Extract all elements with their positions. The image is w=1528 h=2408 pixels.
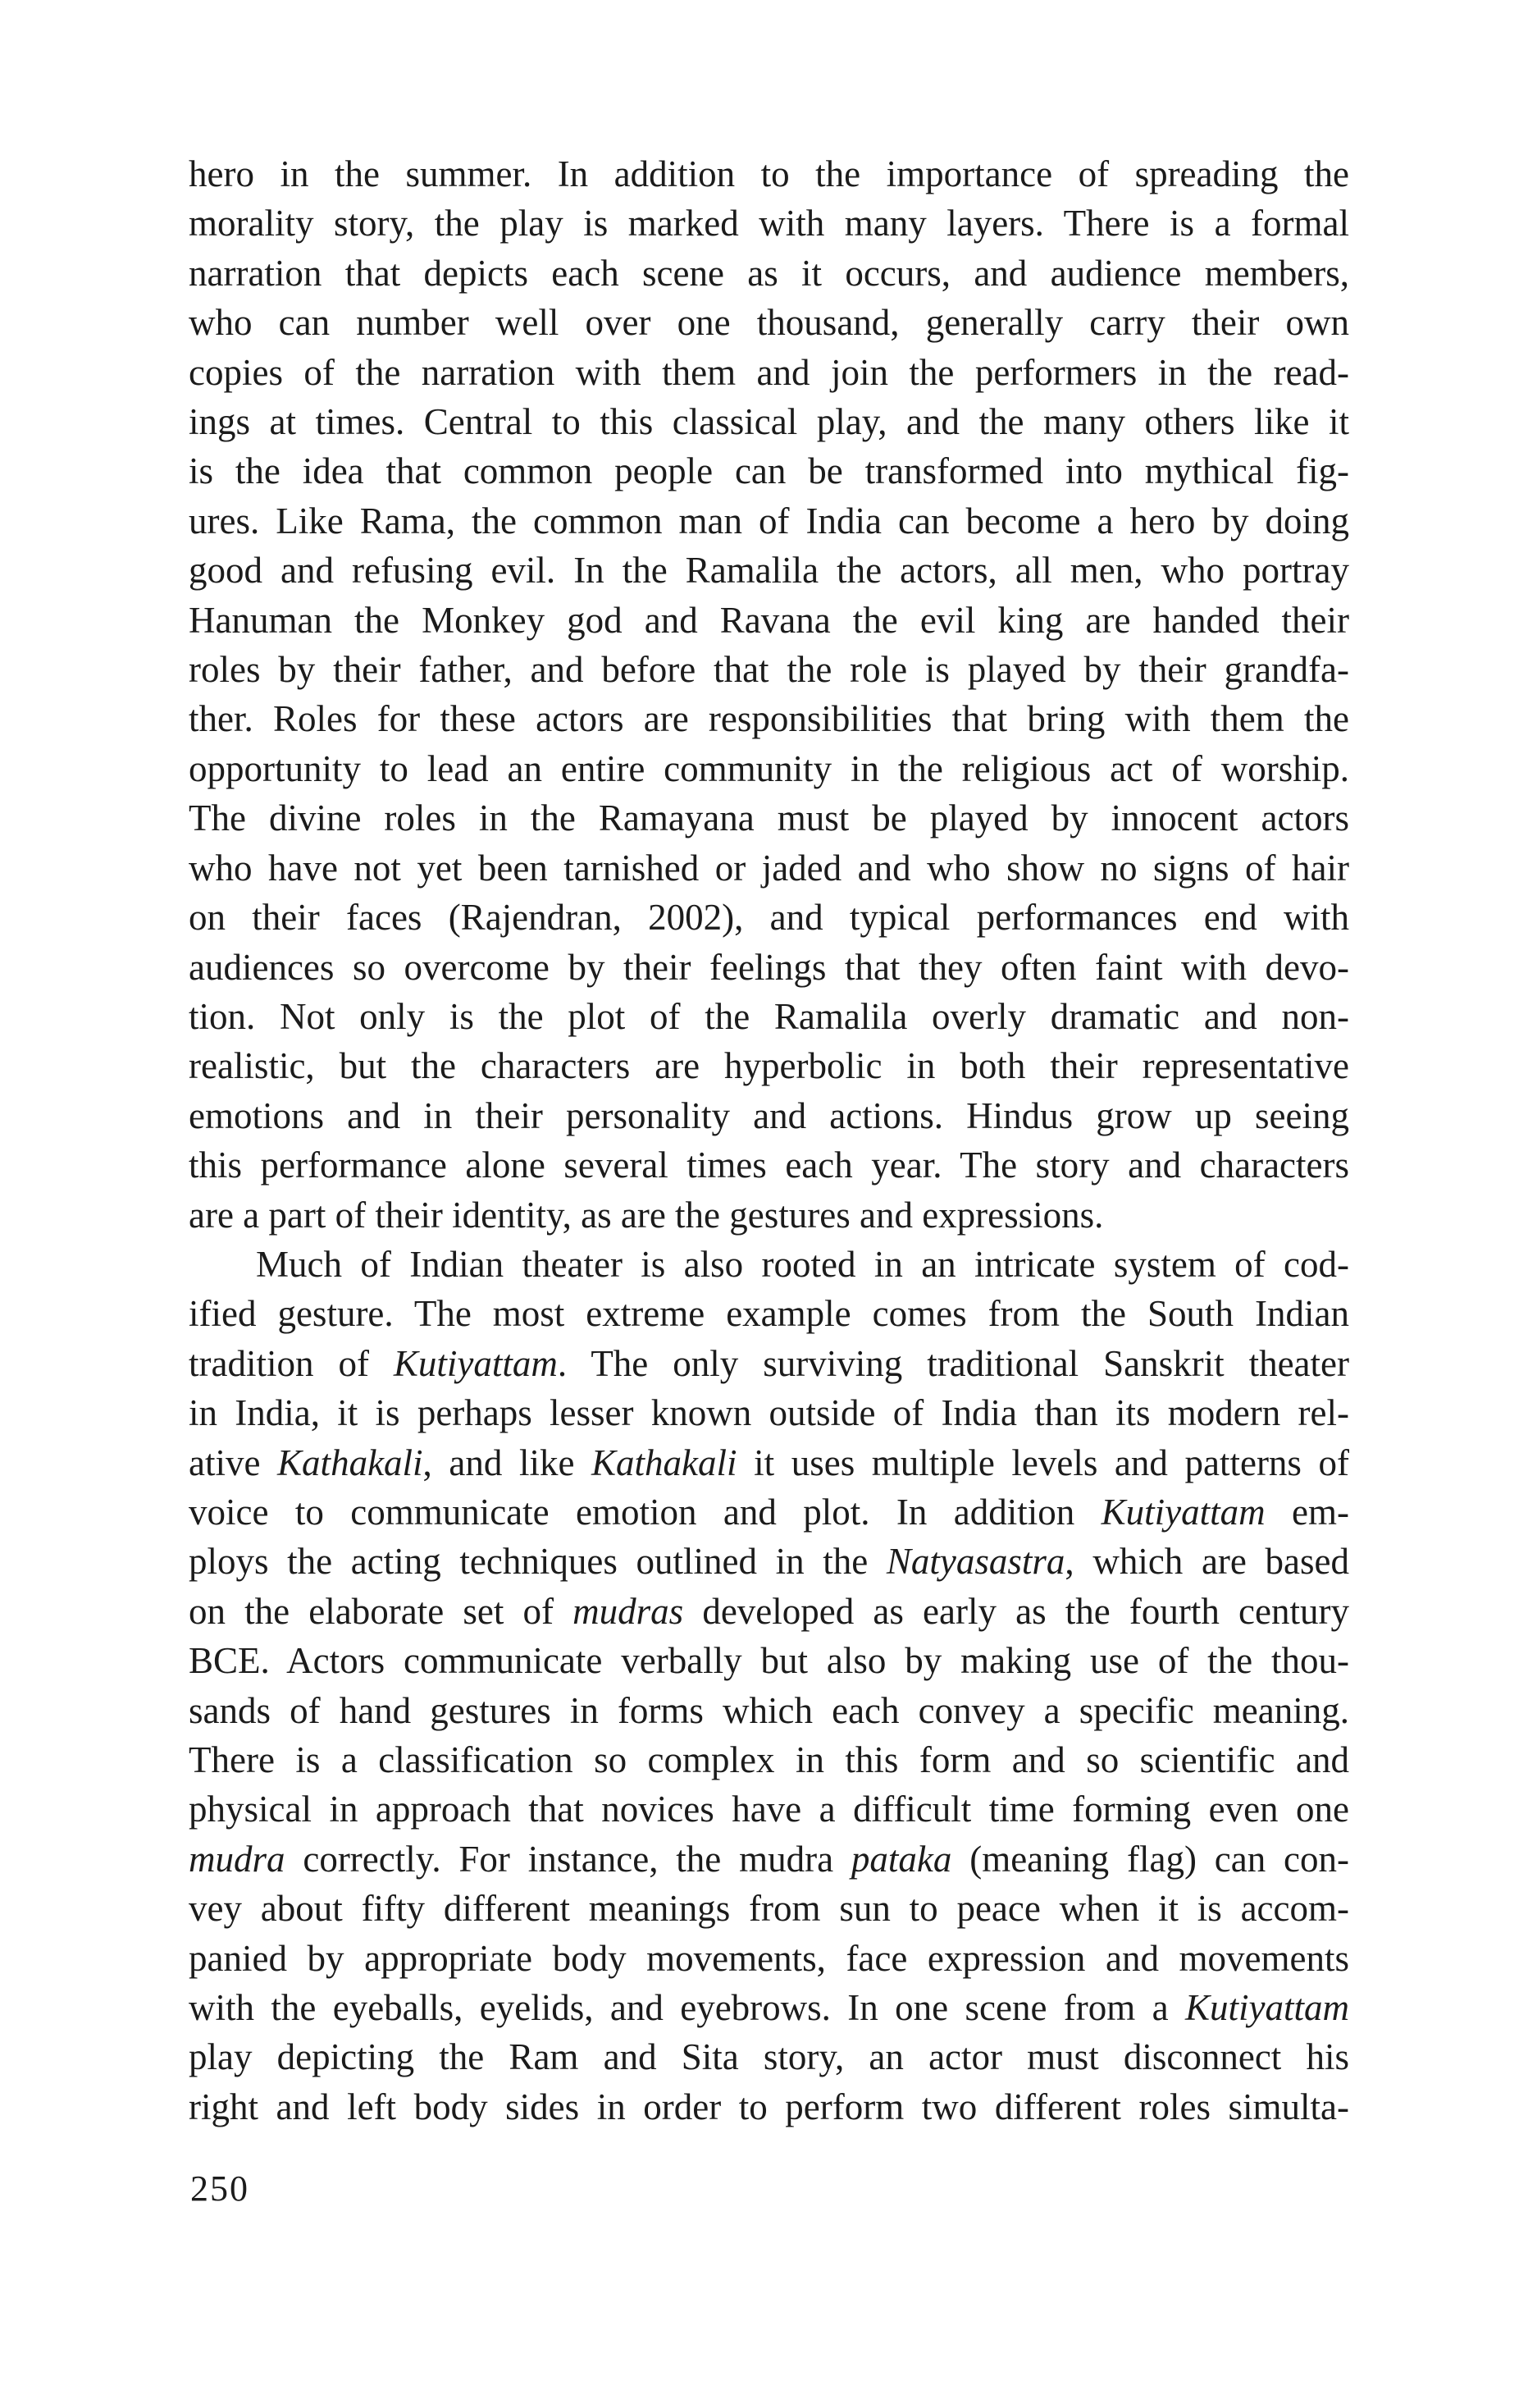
- text-line: ified gesture. The most extreme example comes from the South Indian: [189, 1293, 1349, 1335]
- text-run: . The only surviving traditional Sanskrit theater: [557, 1342, 1349, 1384]
- text-line: [189, 1983, 1349, 2032]
- text-line: morality story, the play is marked with many layers. There is a formal: [189, 203, 1349, 244]
- italic-term: mudras: [572, 1590, 684, 1632]
- text-line: emotions and in their personality and actions. Hindus grow up seeing: [189, 1094, 1349, 1136]
- text-run: , which are based: [1065, 1541, 1349, 1583]
- text-run: , and like: [422, 1442, 592, 1483]
- text-line: [189, 1487, 1349, 1537]
- italic-term: mudra: [189, 1838, 285, 1880]
- text-run: ative: [189, 1442, 278, 1483]
- text-line: copies of the narration with them and join the performers in the read-: [189, 351, 1349, 393]
- text-line: roles by their father, and before that the role is played by their grandfa-: [189, 649, 1349, 691]
- text-line: tion. Not only is the plot of the Ramalila overly dramatic and non-: [189, 995, 1349, 1037]
- text-line: narration that depicts each scene as it occurs, and audience members,: [189, 252, 1349, 294]
- text-line: [189, 1537, 1349, 1586]
- italic-term: Natyasastra: [886, 1541, 1065, 1583]
- italic-term: Kutiyattam: [1101, 1491, 1266, 1533]
- text-line: good and refusing evil. In the Ramalila the actors, all men, who portray: [189, 550, 1349, 592]
- text-run: em-: [1265, 1491, 1349, 1533]
- text-run: voice to communicate emotion and plot. In addition: [189, 1491, 1102, 1533]
- text-line: The divine roles in the Ramayana must be played by innocent actors: [189, 797, 1349, 839]
- text-line: Hanuman the Monkey god and Ravana the evil king are handed their: [189, 599, 1349, 641]
- italic-term: Kutiyattam: [393, 1342, 558, 1384]
- text-run: correctly. For instance, the mudra: [285, 1838, 851, 1880]
- text-line: Much of Indian theater is also rooted in an intricate system of cod-: [256, 1243, 1349, 1285]
- text-line: sands of hand gestures in forms which each convey a specific meaning.: [189, 1689, 1349, 1731]
- text-line: in India, it is perhaps lesser known outside of India than its modern rel-: [189, 1392, 1349, 1434]
- text-line: ings at times. Central to this classical play, and the many others like it: [189, 401, 1349, 443]
- text-line: BCE. Actors communicate verbally but also by making use of the thou-: [189, 1640, 1349, 1682]
- italic-term: Kathakali: [277, 1442, 423, 1483]
- italic-term: pataka: [851, 1838, 952, 1880]
- text-run: developed as early as the fourth century: [683, 1590, 1349, 1632]
- text-line: who can number well over one thousand, generally carry their own: [189, 302, 1349, 344]
- text-line: ures. Like Rama, the common man of India can become a hero by doing: [189, 500, 1349, 541]
- body-text: [189, 149, 1349, 2132]
- text-line: [189, 1587, 1349, 1636]
- text-line: panied by appropriate body movements, face expression and movements: [189, 1937, 1349, 1979]
- text-run: with the eyeballs, eyelids, and eyebrows. In one scene from a: [189, 1987, 1185, 2029]
- text-run: on the elaborate set of: [189, 1590, 573, 1632]
- italic-term: Kathakali: [591, 1442, 737, 1483]
- italic-term: Kutiyattam: [1185, 1987, 1349, 2029]
- text-run: ploys the acting techniques outlined in the: [189, 1541, 887, 1583]
- text-line: [189, 1339, 1349, 1388]
- text-line: are a part of their identity, as are the gestures and expressions.: [189, 1194, 1104, 1236]
- text-line: vey about fifty different meanings from sun to peace when it is accom-: [189, 1888, 1349, 1930]
- text-run: it uses multiple levels and patterns of: [737, 1442, 1350, 1483]
- page-number: 250: [190, 2168, 249, 2209]
- text-line: [189, 1438, 1349, 1487]
- text-run: tradition of: [189, 1342, 394, 1384]
- text-line: There is a classification so complex in this form and so scientific and: [189, 1739, 1349, 1780]
- text-line: is the idea that common people can be transformed into mythical fig-: [189, 450, 1349, 492]
- text-line: ther. Roles for these actors are responsibilities that bring with them the: [189, 698, 1349, 740]
- text-line: on their faces (Rajendran, 2002), and typical performances end with: [189, 897, 1349, 939]
- text-line: opportunity to lead an entire community in the religious act of worship.: [189, 747, 1349, 789]
- text-line: hero in the summer. In addition to the importance of spreading the: [189, 153, 1349, 194]
- text-line: play depicting the Ram and Sita story, an actor must disconnect his: [189, 2036, 1349, 2078]
- text-run: (meaning flag) can con-: [951, 1838, 1350, 1880]
- text-line: [189, 1835, 1349, 1884]
- text-line: right and left body sides in order to perform two different roles simulta-: [189, 2086, 1349, 2127]
- text-line: this performance alone several times each year. The story and characters: [189, 1145, 1349, 1186]
- text-line: audiences so overcome by their feelings that they often faint with devo-: [189, 946, 1349, 988]
- text-line: physical in approach that novices have a difficult time forming even one: [189, 1789, 1349, 1830]
- text-line: who have not yet been tarnished or jaded and who show no signs of hair: [189, 847, 1349, 889]
- text-line: realistic, but the characters are hyperbolic in both their representative: [189, 1045, 1349, 1087]
